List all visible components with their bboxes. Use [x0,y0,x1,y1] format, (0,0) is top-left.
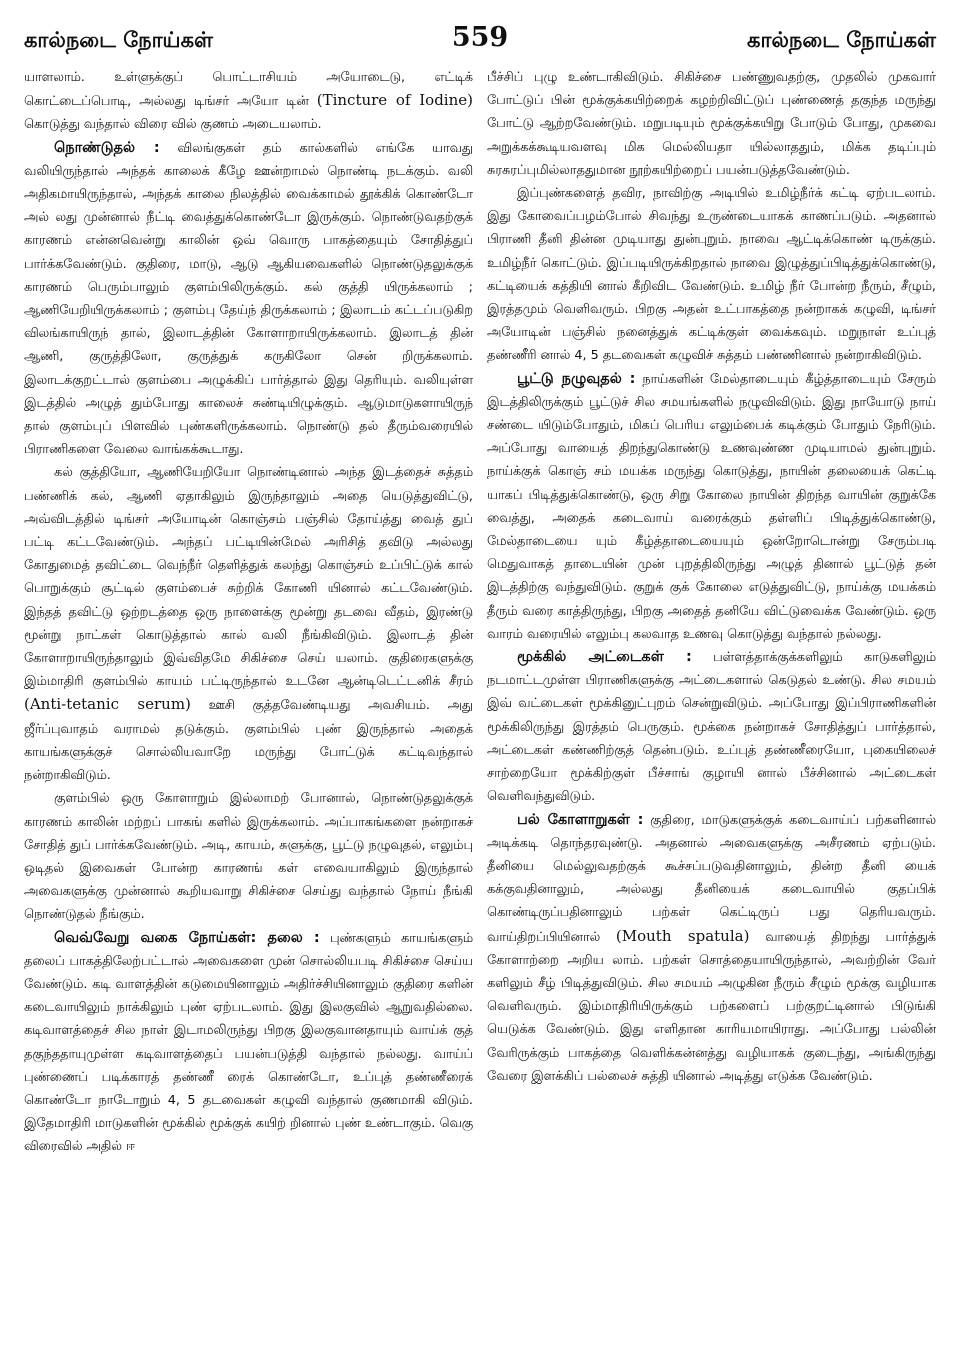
section-heading: பல் கோளாறுகள் : [517,811,644,828]
english-term: (Tincture of Iodine) [316,91,473,110]
running-title-left: கால்நடை நோய்கள் [24,28,213,52]
body-text: கொடுத்து வந்தால் விரை வில் குணம் அடையலாம். [24,117,322,133]
body-text: யாளலாம். உள்ளுக்குப் பொட்டாசியம் அயோடைடு, எட்டிக் கொட்டைப்பொடி, அல்லது டிங்சர் அயோ டின் [24,70,473,110]
paragraph [487,368,936,646]
paragraph [487,809,936,1088]
section-heading: பூட்டு நழுவுதல் : [517,370,636,387]
body-text: பள்ளத்தாக்குக்களிலும் காடுகளிலும் நடமாட்டமுள்ள பிராணிகளுக்கு அட்டைகளால் கெடுதல் உண்டு. சில சமயம் இவ் வட்டைகள் மூக்கினுட்புறம் சென்றுவிடும். அப்போது இப்பிராணிகளின் மூக்கிலிருந்து இரத்தம் பெருகும். மூக்கை நன்றாகச் சோதித்துப் பார்த்தால், அட்டைகள் கண்ணிற்குத் தென்படும். உப்புத் தண்ணீரையோ, புகையிலைச் சாற்றையோ மூக்கிற்குள் பீச்சாங் குழாயி னால் பீச்சினால் அட்டைகள் வெளிவந்துவிடும். [487,650,936,805]
english-term: (Anti-tetanic serum) [24,695,191,714]
body-text: இப்புண்களைத் தவிர, நாவிற்கு அடியில் உமிழ்நீர்க் கட்டி ஏற்படலாம். இது கோவைப்பழம்போல் சிவந்து உருண்டையாகக் காணப்படும். அதனால் பிராணி தீனி தின்ன முடியாது துன்புறும். நாவை ஆட்டிக்கொண் டிருக்கும். உமிழ்நீர் கொட்டும். இப்படியிருக்கிறதால் நாவை இழுத்துப்பிடித்துக்கொண்டு, கட்டியைக் கத்தியி னால் கீறிவிட வேண்டும். உமிழ் நீர் போன்ற நீரும், சீழும், இரத்தமும் வெளிவரும். பிறகு அதன் உட்பாகத்தை நன்றாகக் கழுவி, டிங்சர் அயோடின் பஞ்சில் நனைத்துக் கட்டிக்குள் வைக்கவும். மறுநாள் உப்புத் தண்ணீரி னால் 4, 5 தடவைகள் கழுவிச் சுத்தம் பண்ணினால் நன்றாகிவிடும். [487,186,936,364]
page-number: 559 [451,22,509,53]
continued-paragraph [487,66,936,182]
english-term: (Mouth spatula) [615,926,750,945]
section-heading: நொண்டுதல் : [54,139,160,156]
left-column [24,66,473,1356]
paragraph [24,137,473,462]
section-heading: வெவ்வேறு வகை நோய்கள்: தலை : [54,929,320,946]
body-text: நாய்களின் மேல்தாடையும் கீழ்த்தாடையும் சேரும் இடத்திலிருக்கும் பூட்டுச் சில சமயங்களில் நழுவிவிடும். இது நாயோடு நாய் சண்டை யிடும்போதும், மிகப் பெரிய எலும்பைக் கடிக்கும் போதும் நேரிடும். அப்போது வாயைத் திறந்துகொண்டு உணவுண்ண முடியாமல் துன்புறும். நாய்க்குக் கொஞ் சம் மயக்க மருந்து கொடுத்து, நாயின் தலையைக் கெட்டி யாகப் பிடித்துக்கொண்டு, ஒரு சிறு கோலை நாயின் திறந்த வாயின் குறுக்கே வைத்து, அதைக் கடைவாய் வரைக்கும் தள்ளிப் பிடித்துக்கொண்டு, மேல்தாடையை யும் கீழ்த்தாடையையும் ஒன்றோடொன்று சேரும்படி மெதுவாகத் தாடையின் முன் புறத்திலிருந்து அழுத் தினால் பூட்டுத் தன் இடத்திற்கு வந்துவிடும். குறுக் குக் கோலை எடுத்துவிட்டு, நாய்க்கு மயக்கம் தீரும் வரை காத்திருந்து, பிறகு அதைத் தனியே விட்டுவைக்க வேண்டும். ஒரு வாரம் வரையில் எலும்பு கலவாத உணவு கொடுத்து வந்தால் நல்லது. [487,371,936,642]
body-text: ஊசி குத்தவேண்டியது அவசியம். அது ஜீர்ப்புவாதம் வராமல் தடுக்கும். குளம்பில் புண் இருந்தால் அதைக் காயங்களுக்குச் சொல்லியவாறே மருந்து போட்டுக் கட்டிவந்தால் நன்றாகிவிடும். [24,698,473,784]
running-header [24,14,936,66]
right-column [487,66,936,1356]
paragraph [487,646,936,808]
body-text: வாயைத் திறந்து பார்த்துக் கோளாற்றை அறிய லாம். பற்கள் சொத்தையாயிருந்தால், அவற்றின் வேர் களிலும் சீழ் பிடித்துவிடும். சில சமயம் அழுகின நீரும் சீழும் மூக்கு வழியாக வெளிவரும். இம்மாதிரியிருக்கும் பற்களைப் பற்குறட்டினால் பிடுங்கி யெடுக்க வேண்டும். இது எளிதான காரியமாயிராது. அப்போது பல்லின் வேரிருக்கும் பாகத்தை வெளிக்கன்னத்து வழியாகக் குடைந்து, அங்கிருந்து வேரை இளக்கிப் பல்லைச் சுத்தி யினால் அடித்து எடுக்க வேண்டும். [487,929,936,1084]
body-text: பீச்சிப் புழு உண்டாகிவிடும். சிகிச்சை பண்ணுவதற்கு, முதலில் முகவார் போட்டுப் பின் மூக்குக்கயிற்றைக் கழற்றிவிட்டுப் புண்ணைத் தகுந்த மருந்து போட்டு ஆற்றவேண்டும். மறுபடியும் மூக்குக்கயிறு போடும் போது, முகவை அறுக்கக்கூடியவளவு மிக மெல்லியதா யில்லாததும், மிக்க தடிப்பும் சுரசுரப்புமில்லாததுமான நூற்கயிற்றைப் பயன்படுத்தவேண்டும். [487,70,936,178]
body-text: விலங்குகள் தம் கால்களில் எங்கே யாவது வலியிருந்தால் அந்தக் காலைக் கீழே ஊன்றாமல் நொண்டி நடக்கும். வலி அதிகமாயிருந்தால், அந்தக் காலை நிலத்தில் வைக்காமல் தூக்கிக் கொண்டோ அல் லது முன்னால் நீட்டி வைத்துக்கொண்டோ இருக்கும். நொண்டுவதற்குக் காரணம் என்னவென்று காலின் ஒவ் வொரு பாகத்தையும் சோதித்துப் பார்க்கவேண்டும். குதிரை, மாடு, ஆடு ஆகியவைகளில் நொண்டுதலுக்குக் காரணம் பெரும்பாலும் குளம்பிலிருக்கும். கல் குத்தி யிருக்கலாம் ; ஆணியேறியிருக்கலாம் ; குளம்பு தேய்ந் திருக்கலாம் ; இலாடம் கட்டப்படுகிற விலங்காயிருந் தால், இலாடத்தின் கோளாறாயிருக்கலாம். இலாடத் தின் ஆணி, குருத்திலோ, குருத்துக் கருகிலோ சென் றிருக்கலாம். இலாடக்குறட்டால் குளம்பை அழுக்கிப் பார்த்தால் இது தெரியும். வலியுள்ள இடத்தில் அழுத் தும்போது காலைச் சுண்டியிழுக்கும். ஆடுமாடுகளாயிருந் தால் குளம்புப் பிளவில் புண்களிருக்கலாம். நொண்டு தல் தீரும்வரையில் பிராணிகளை வேலை வாங்கக்கூடாது. [24,140,473,458]
paragraph [24,927,473,1159]
running-title-right: கால்நடை நோய்கள் [747,28,936,52]
continued-paragraph [24,66,473,137]
paragraph [24,461,473,787]
text-columns [24,66,936,1356]
body-text: புண்களும் காயங்களும் தலைப் பாகத்திலேற்பட்டால் அவைகளை முன் சொல்லியபடி சிகிச்சை செய்ய வேண்டும். கடி வாளத்தின் கடுமையினாலும் அதிர்ச்சியினாலும் குதிரை களின் கடைவாயிலும் நாக்கிலும் புண் ஏற்படலாம். இது இலகுவில் ஆறுவதில்லை. கடிவாளத்தைச் சில நாள் இடாமலிருந்து பிறகு இலகுவானதாயும் வாய்க் குத் தகுந்ததாயுமுள்ள கடிவாளத்தைப் பயன்படுத்தி வந்தால் நல்லது. வாய்ப் புண்ணைப் படிக்காரத் தண்ணீ ரைக் கொண்டோ, உப்புத் தண்ணீரைக் கொண்டோ நாடோறும் 4, 5 தடவைகள் கழுவி வந்தால் குணமாகி விடும். இதேமாதிரி மாடுகளின் மூக்கில் மூக்குக் கயிற் றினால் புண் உண்டாகும். வெகு விரைவில் அதில் ஈ [24,930,473,1155]
section-heading: மூக்கில் அட்டைகள் : [517,649,692,666]
body-text: குதிரை, மாடுகளுக்குக் கடைவாய்ப் பற்களினால் அடிக்கடி தொந்தரவுண்டு. அதனால் அவைகளுக்கு அசீரணம் ஏற்படும். தீனியை மெல்லுவதற்குக் கூச்சப்படுவதினாலும், தின்ற தீனி யைக் கக்குவதினாலும், அல்லது தீனியைக் கடைவாயில் குதப்பிக் கொண்டிருப்பதினாலும் பற்கள் கெட்டிருப் பது தெரியவரும். வாய்திறப்பியினால் [487,812,936,945]
paragraph [24,787,473,926]
body-text: குளம்பில் ஒரு கோளாறும் இல்லாமற் போனால், நொண்டுதலுக்குக் காரணம் காலின் மற்றப் பாகங் களில் இருக்கலாம். அப்பாகங்களை நன்றாகச் சோதித் துப் பார்க்கவேண்டும். அடி, காயம், சுளுக்கு, பூட்டு நழுவுதல், எலும்பு ஒடிதல் இவைகள் போன்ற காரணங் கள் எவையாகிலும் இருந்தால் அவைகளுக்கு முன்னால் கூறியவாறு சிகிச்சை செய்து வந்தால் நோய் நீங்கி நொண்டுதல் நீங்கும். [24,791,473,923]
body-text: கல் குத்தியோ, ஆணியேறியோ நொண்டினால் அந்த இடத்தைச் சுத்தம் பண்ணிக் கல், ஆணி ஏதாகிலும் இருந்தாலும் அதை யெடுத்துவிட்டு, அவ்விடத்தில் டிங்சர் அயோடின் கொஞ்சம் பஞ்சில் தோய்த்து வைத் துப் பட்டி கட்டவேண்டும். அந்தப் பட்டியின்மேல் அரிசித் தவிடு அல்லது கோதுமைத் தவிட்டை வெந்நீர் தெளித்துக் கலந்து கொஞ்சம் உப்பிட்டுக் கால் பொறுக்கும் சூட்டில் குளம்பைச் சுற்றிக் கோணி யினால் கட்டவேண்டும். இந்தத் தவிட்டு ஒற்றடத்தை ஒரு நாளைக்கு மூன்று தடவை வீதம், இரண்டு மூன்று நாட்கள் கொடுத்தால் கால் வலி நீங்கிவிடும். இலாடத் தின் கோளாறாயிருந்தாலும் இவ்விதமே சிகிச்சை செய் யலாம். குதிரைகளுக்கு இம்மாதிரி குளம்பில் காயம் பட்டிருந்தால் உடனே ஆன்டிடெட்டனிக் சீரம் [24,465,473,690]
paragraph [487,182,936,368]
